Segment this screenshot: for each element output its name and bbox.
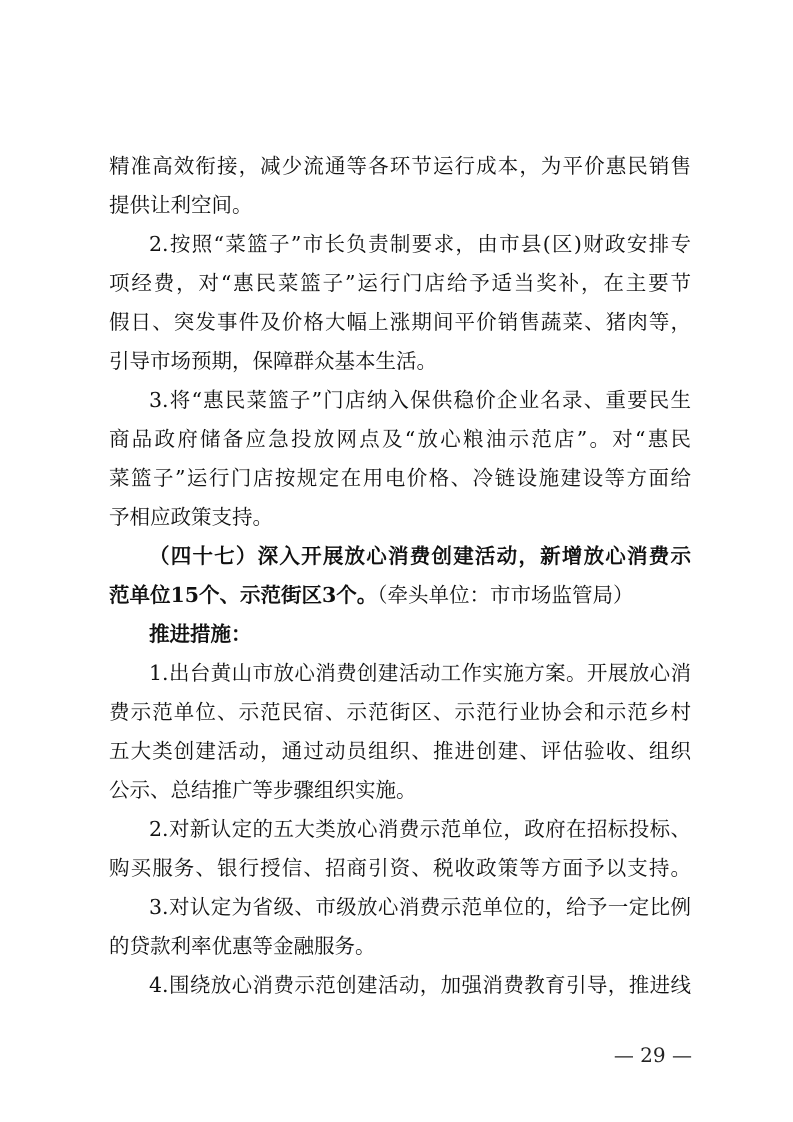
body-line: 项经费，对“惠民菜篮子”运行门店给予适当奖补，在主要节	[109, 271, 691, 295]
body-line: 五大类创建活动，通过动员组织、推进创建、评估验收、组织	[109, 739, 691, 763]
body-line: 公示、总结推广等步骤组织实施。	[109, 778, 417, 802]
section-heading-continued	[109, 576, 691, 614]
section-heading: （四十七）深入开展放心消费创建活动，新增放心消费示	[149, 544, 691, 568]
body-line: 3.将“惠民菜篮子”门店纳入保供稳价企业名录、重要民生	[149, 388, 691, 412]
lead-unit-note: （牵头单位：市市场监管局）	[377, 583, 634, 607]
body-line: 假日、突发事件及价格大幅上涨期间平价销售蔬菜、猪肉等，	[109, 310, 691, 334]
body-line: 精准高效衔接，减少流通等各环节运行成本，为平价惠民销售	[109, 154, 691, 178]
body-line: 的贷款利率优惠等金融服务。	[109, 934, 376, 958]
body-line: 引导市场预期，保障群众基本生活。	[109, 349, 437, 373]
body-line: 予相应政策支持。	[109, 505, 273, 529]
body-line: 菜篮子”运行门店按规定在用电价格、冷链设施建设等方面给	[109, 466, 691, 490]
body-line: 3.对认定为省级、市级放心消费示范单位的，给予一定比例	[149, 895, 691, 919]
body-line: 4.围绕放心消费示范创建活动，加强消费教育引导，推进线	[149, 973, 691, 997]
page-number: — 29 —	[613, 1043, 692, 1067]
measures-label: 推进措施：	[149, 622, 252, 646]
body-line: 2.对新认定的五大类放心消费示范单位，政府在招标投标、	[149, 817, 691, 841]
body-line: 商品政府储备应急投放网点及“放心粮油示范店”。对“惠民	[109, 427, 691, 451]
body-line: 1.出台黄山市放心消费创建活动工作实施方案。开展放心消	[149, 661, 691, 685]
body-line: 提供让利空间。	[109, 193, 253, 217]
section-heading-target: 范单位15个、示范街区3个。	[109, 583, 378, 607]
body-line: 费示范单位、示范民宿、示范街区、示范行业协会和示范乡村	[109, 700, 691, 724]
body-line: 购买服务、银行授信、招商引资、税收政策等方面予以支持。	[109, 856, 691, 880]
body-line: 2.按照“菜篮子”市长负责制要求，由市县(区)财政安排专	[149, 232, 691, 256]
